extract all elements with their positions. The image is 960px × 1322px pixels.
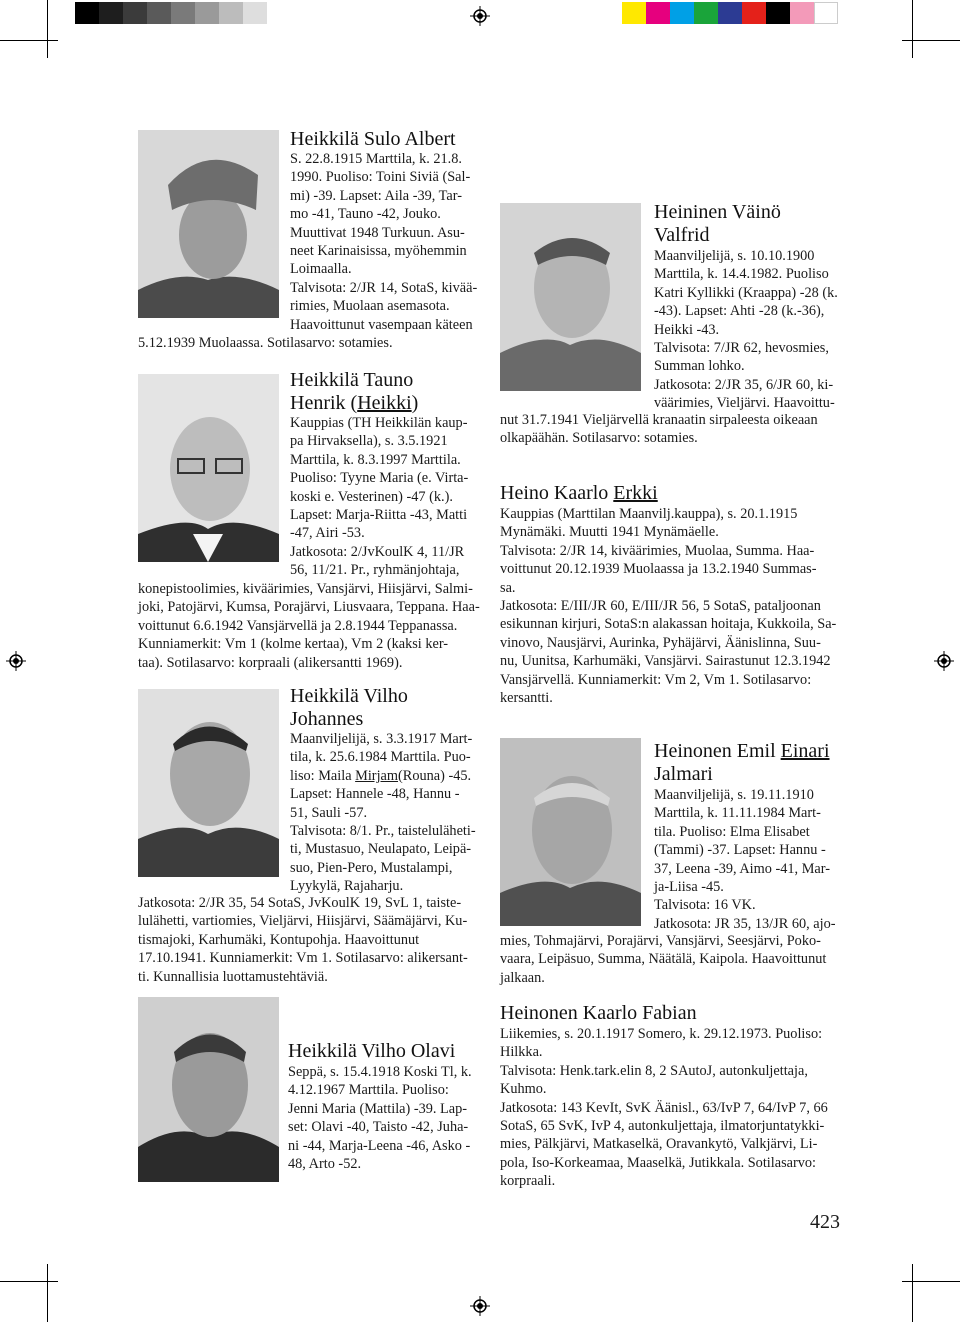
crop-mark <box>0 40 58 41</box>
text-line: (Rouna) -45. <box>398 767 472 784</box>
swatch <box>99 2 123 24</box>
calling-name: Mirjam <box>355 767 399 784</box>
portrait-photo <box>500 738 641 926</box>
text-line: liso: Maila <box>290 767 356 784</box>
portrait-photo <box>138 130 279 318</box>
swatch <box>718 2 742 24</box>
text-line: Talvisota: 2/JR 14, SotaS, kivää- <box>290 279 478 296</box>
entry-name: Heininen Väinö <box>654 201 781 223</box>
text-line: (Tammi) -37. Lapset: Hannu - <box>654 842 826 859</box>
entry-text <box>290 730 485 896</box>
entry-name: Heinonen Emil <box>654 740 781 762</box>
text-line: joki, Patojärvi, Kumsa, Porajärvi, Liusvaara, Teppana. Haa- <box>138 599 480 616</box>
entry-name: Heikkilä Vilho Olavi <box>288 1040 456 1062</box>
text-line: ni -44, Marja-Leena -46, Asko - <box>288 1137 471 1154</box>
text-line: Maanviljelijä, s. 3.3.1917 Mart- <box>290 731 473 747</box>
entry-name: Heinonen Kaarlo Fabian <box>500 1002 697 1024</box>
text-line: Jatkosota: 2/JvKoulK 4, 11/JR <box>290 543 465 560</box>
text-line: ti, Mustasuo, Neulapato, Leipä- <box>290 841 472 858</box>
entry-text <box>290 150 480 334</box>
crop-mark <box>0 1281 58 1282</box>
text-line: väärimies, Vieljärvi. Haavoittu- <box>654 395 835 412</box>
text-line: nut 31.7.1941 Vieljärvellä kranaatin sirpaleesta oikeaan <box>500 412 818 428</box>
crop-mark <box>47 1264 48 1322</box>
entry-name: Johannes <box>290 707 364 730</box>
text-line: voittunut 20.12.1939 Muolaassa ja 13.2.1940 Summas- <box>500 561 817 578</box>
portrait-photo <box>138 689 279 877</box>
text-line: neet Karinaisissa, myöhemmin <box>290 243 467 260</box>
entry-text <box>290 414 485 580</box>
entry-name-block <box>654 201 781 246</box>
crop-mark <box>902 1281 960 1282</box>
entry-name <box>500 482 658 505</box>
text-line: 17.10.1941. Kunniamerkit: Vm 1. Sotilasarvo: alikersant- <box>138 950 468 967</box>
text-line: korpraali. <box>500 1173 556 1190</box>
crop-mark <box>47 0 48 58</box>
text-line: Lapset: Marja-Riitta -43, Matti <box>290 507 468 524</box>
text-line: lulähetti, vartiomies, Vieljärvi, Hiisjärvi, Säämäjärvi, Ku- <box>138 913 468 930</box>
text-line: voittunut 6.6.1942 Vansjärvellä ja 2.8.1944 Teppanassa. <box>138 617 458 634</box>
text-line: tila, k. 25.6.1984 Marttila. Puo- <box>290 749 471 766</box>
entry-name-block <box>290 685 408 730</box>
text-line: Puoliso: Tyyne Maria (e. Virta- <box>290 470 469 487</box>
text-line: vaara, Leipäsuo, Summa, Näätälä, Kaipola. Haavoittunut <box>500 951 827 968</box>
text-line: Heikki -43. <box>654 321 720 338</box>
text-line: tila. Puoliso: Elma Elisabet <box>654 823 810 840</box>
entry-name: Valfrid <box>654 223 710 246</box>
text-line: tismajoki, Karhumäki, Kontupohja. Haavoittunut <box>138 931 420 948</box>
text-line: Jatkosota: 143 KevIt, SvK Äänisl., 63/IvP 7, 64/IvP 7, 66 <box>500 1099 828 1116</box>
registration-mark-icon <box>6 651 26 671</box>
registration-mark-icon <box>934 651 954 671</box>
text-line: Talvisota: 2/JR 14, kiväärimies, Muolaa, Summa. Haa- <box>500 542 815 559</box>
entry-name: ) <box>411 391 419 414</box>
text-line: Lapset: Hannele -48, Hannu - <box>290 786 460 803</box>
text-line: pola, Iso-Korkeamaa, Maaselkä, Jutikkala. Sotilasarvo: <box>500 1154 817 1171</box>
swatch <box>814 2 838 24</box>
text-line: Haavoittunut vasempaan käteen <box>290 316 473 333</box>
text-line: Marttila, k. 14.4.1982. Puoliso <box>654 266 829 283</box>
text-line: Talvisota: Henk.tark.elin 8, 2 SAutoJ, autonkuljettaja, <box>500 1062 808 1079</box>
entry-name-block <box>654 740 830 785</box>
text-line: suo, Pien-Pero, Mustalampi, <box>290 859 453 876</box>
text-line: ja-Liisa -45. <box>654 879 724 896</box>
color-bar <box>622 2 838 24</box>
text-line: rimies, Muolaan asemasota. <box>290 298 450 315</box>
text-line: nu, Uunitsa, Karhumäki, Vansjärvi. Sairastunut 12.3.1942 <box>500 653 831 670</box>
entry-name: Heikkilä Sulo Albert <box>290 128 456 150</box>
text-line: 4.12.1967 Marttila. Puoliso: <box>288 1082 449 1099</box>
entry-text <box>654 786 849 933</box>
text-line: Marttila, k. 8.3.1997 Marttila. <box>290 451 461 468</box>
entry-name-block <box>290 369 418 414</box>
swatch <box>790 2 814 24</box>
swatch <box>219 2 243 24</box>
entry-text <box>138 580 483 672</box>
text-line: Kuhmo. <box>500 1081 547 1098</box>
portrait-photo <box>138 374 279 562</box>
text-line: kersantti. <box>500 690 553 707</box>
text-line: set: Olavi -40, Taisto -42, Juha- <box>288 1119 469 1136</box>
text-line: -43). Lapset: Ahti -28 (k.-36), <box>654 303 825 320</box>
calling-name: Einari <box>780 740 830 762</box>
text-line: Mynämäki. Muutti 1941 Mynämäelle. <box>500 524 719 541</box>
entry-name: Jalmari <box>654 762 713 785</box>
swatch <box>123 2 147 24</box>
swatch <box>742 2 766 24</box>
text-line: -47, Airi -53. <box>290 525 365 542</box>
text-line: olkapäähän. Sotilasarvo: sotamies. <box>500 430 698 447</box>
text-line: 51, Sauli -57. <box>290 804 368 821</box>
text-line: Jatkosota: 2/JR 35, 54 SotaS, JvKoulK 19, SvL 1, taiste- <box>138 895 462 911</box>
text-line: Talvisota: 7/JR 62, hevosmies, <box>654 340 829 357</box>
text-line: Jatkosota: 2/JR 35, 6/JR 60, ki- <box>654 376 834 393</box>
swatch <box>766 2 790 24</box>
swatch <box>171 2 195 24</box>
text-line: Maanviljelijä, s. 19.11.1910 <box>654 787 814 803</box>
text-line: Katri Kyllikki (Kraappa) -28 (k. <box>654 284 838 301</box>
swatch <box>195 2 219 24</box>
calling-name: Heikki <box>357 391 412 414</box>
registration-mark-icon <box>470 1296 490 1316</box>
crop-mark <box>902 40 960 41</box>
text-line: pa Hirvaksella), s. 3.5.1921 <box>290 433 448 450</box>
text-line: Talvisota: 16 VK. <box>654 897 756 914</box>
text-line: ti. Kunnallisia luottamustehtäviä. <box>138 968 328 985</box>
text-line: Lyykylä, Rajaharju. <box>290 878 404 895</box>
entry-text <box>138 894 483 986</box>
swatch <box>694 2 718 24</box>
text-line: S. 22.8.1915 Marttila, k. 21.8. <box>290 151 462 167</box>
entry-name-text: Heino Kaarlo <box>500 482 614 504</box>
grayscale-bar <box>75 2 267 24</box>
portrait-photo <box>500 203 641 391</box>
entry-text <box>654 247 849 413</box>
text-line: mi) -39. Lapset: Aila -39, Tar- <box>290 187 462 204</box>
text-line: Jatkosota: JR 35, 13/JR 60, ajo- <box>654 915 836 932</box>
portrait-photo <box>138 997 279 1182</box>
text-line: taa). Sotilasarvo: korpraali (alikersantti 1969). <box>138 654 403 671</box>
text-line: mies, Pälkjärvi, Matkaselkä, Oravankytö, Valkjärvi, Li- <box>500 1136 818 1153</box>
text-line: 56, 11/21. Pr., ryhmänjohtaja, <box>290 562 460 579</box>
swatch <box>670 2 694 24</box>
text-line: Marttila, k. 11.11.1984 Mart- <box>654 805 821 822</box>
text-line: Kauppias (Marttilan Maanvilj.kauppa), s. 20.1.1915 <box>500 506 798 522</box>
swatch <box>622 2 646 24</box>
text-line: 5.12.1939 Muolaassa. Sotilasarvo: sotamies. <box>138 335 393 351</box>
calling-name: Erkki <box>613 482 658 504</box>
text-line: Kauppias (TH Heikkilän kaup- <box>290 415 468 431</box>
text-line: jalkaan. <box>500 969 545 986</box>
text-line: Loimaalla. <box>290 261 352 278</box>
entry-text <box>288 1063 483 1173</box>
text-line: sa. <box>500 579 516 596</box>
text-line: Hilkka. <box>500 1044 543 1061</box>
registration-mark-icon <box>470 6 490 26</box>
swatch <box>147 2 171 24</box>
swatch <box>646 2 670 24</box>
text-line: Vansjärvellä. Kunniamerkit: Vm 2, Vm 1. Sotilasarvo: <box>500 671 812 688</box>
text-line: Jenni Maria (Mattila) -39. Lap- <box>288 1100 468 1117</box>
text-line: SotaS, 65 SvK, IvP 4, autonkuljettaja, ilmatorjuntatykki- <box>500 1118 825 1135</box>
entry-name: Heikkilä Vilho <box>290 685 408 707</box>
entry-text <box>500 411 845 448</box>
text-line: 37, Leena -39, Aimo -41, Mar- <box>654 860 830 877</box>
text-line: konepistoolimies, kiväärimies, Vansjärvi, Hiisjärvi, Salmi- <box>138 581 473 597</box>
text-line: koski e. Vesterinen) -47 (k.). <box>290 488 453 505</box>
text-line: esikunnan kirjuri, SotaS:n alakassan hoitaja, Kukkoila, Sa- <box>500 616 837 633</box>
crop-mark <box>912 0 913 58</box>
text-line: Muuttivat 1948 Turkuun. Asu- <box>290 224 465 241</box>
entry-text <box>500 1025 845 1191</box>
text-line: mo -41, Tauno -42, Jouko. <box>290 206 441 223</box>
swatch <box>243 2 267 24</box>
text-line: Maanviljelijä, s. 10.10.1900 <box>654 248 815 264</box>
crop-mark <box>912 1264 913 1322</box>
text-line: 48, Arto -52. <box>288 1156 362 1173</box>
entry-name: Henrik ( <box>290 391 358 414</box>
text-line: mies, Tohmajärvi, Porajärvi, Vansjärvi, Seesjärvi, Poko- <box>500 933 821 949</box>
entry-text <box>500 505 845 707</box>
page-number: 423 <box>810 1211 840 1233</box>
text-line: 1990. Puoliso: Toini Siviä (Sal- <box>290 169 471 186</box>
text-line: Kunniamerkit: Vm 1 (kolme kertaa), Vm 2 (kaksi ker- <box>138 636 449 653</box>
entry-text <box>500 932 845 987</box>
text-line: Summan lohko. <box>654 358 745 375</box>
text-line: Seppä, s. 15.4.1918 Koski Tl, k. <box>288 1064 472 1080</box>
text-line: Jatkosota: E/III/JR 60, E/III/JR 56, 5 SotaS, pataljoonan <box>500 598 821 615</box>
text-line: vinovo, Nausjärvi, Aurinka, Pyhäjärvi, Äänislinna, Suu- <box>500 634 821 651</box>
entry-name: Heikkilä Tauno <box>290 369 414 391</box>
text-line: Talvisota: 8/1. Pr., taisteluläheti- <box>290 823 476 840</box>
swatch <box>75 2 99 24</box>
text-line: Liikemies, s. 20.1.1917 Somero, k. 29.12.1973. Puoliso: <box>500 1026 823 1042</box>
